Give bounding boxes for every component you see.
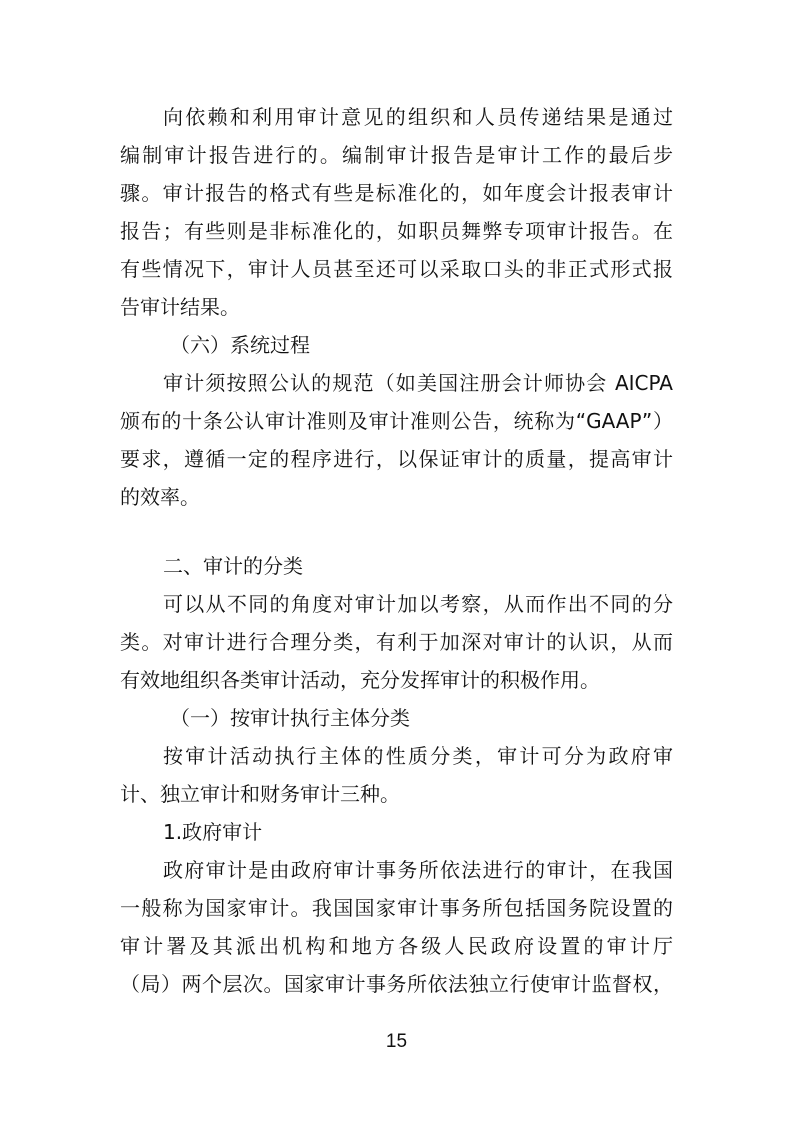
page-number: 15 (385, 1031, 408, 1052)
text-line: 类。对审计进行合理分类，有利于加深对审计的认识，从而 (120, 630, 673, 654)
text-line: 有些情况下，审计人员甚至还可以采取口头的非正式形式报 (120, 257, 673, 281)
text-line: 计、独立审计和财务审计三种。 (120, 782, 400, 806)
text-line: 告审计结果。 (120, 295, 240, 319)
text-line: 有效地组织各类审计活动，充分发挥审计的积极作用。 (120, 668, 600, 692)
text-line: 一般称为国家审计。我国国家审计事务所包括国务院设置的 (120, 896, 673, 920)
text-line: 报告；有些则是非标准化的，如职员舞弊专项审计报告。在 (120, 219, 673, 243)
text-line: 审计署及其派出机构和地方各级人民政府设置的审计厅 (120, 934, 673, 958)
section-heading: 1.政府审计 (163, 820, 263, 844)
text-line: 编制审计报告进行的。编制审计报告是审计工作的最后步 (120, 143, 673, 167)
text-line: 政府审计是由政府审计事务所依法进行的审计，在我国 (163, 858, 673, 882)
text-line: 颁布的十条公认审计准则及审计准则公告，统称为“GAAP”） (120, 409, 673, 433)
section-heading: （一）按审计执行主体分类 (170, 706, 410, 730)
text-line: 向依赖和利用审计意见的组织和人员传递结果是通过 (163, 105, 673, 129)
section-heading: （六）系统过程 (170, 333, 310, 357)
text-line: 可以从不同的角度对审计加以考察，从而作出不同的分 (163, 592, 673, 616)
text-line: （局）两个层次。国家审计事务所依法独立行使审计监督权， (120, 972, 673, 996)
text-line: 骤。审计报告的格式有些是标准化的，如年度会计报表审计 (120, 181, 673, 205)
text-line: 的效率。 (120, 485, 200, 509)
text-line: 按审计活动执行主体的性质分类，审计可分为政府审 (163, 744, 673, 768)
section-heading: 二、审计的分类 (163, 554, 303, 578)
text-line: 要求，遵循一定的程序进行，以保证审计的质量，提高审计 (120, 447, 673, 471)
text-line: 审计须按照公认的规范（如美国注册会计师协会 AICPA (163, 371, 673, 395)
